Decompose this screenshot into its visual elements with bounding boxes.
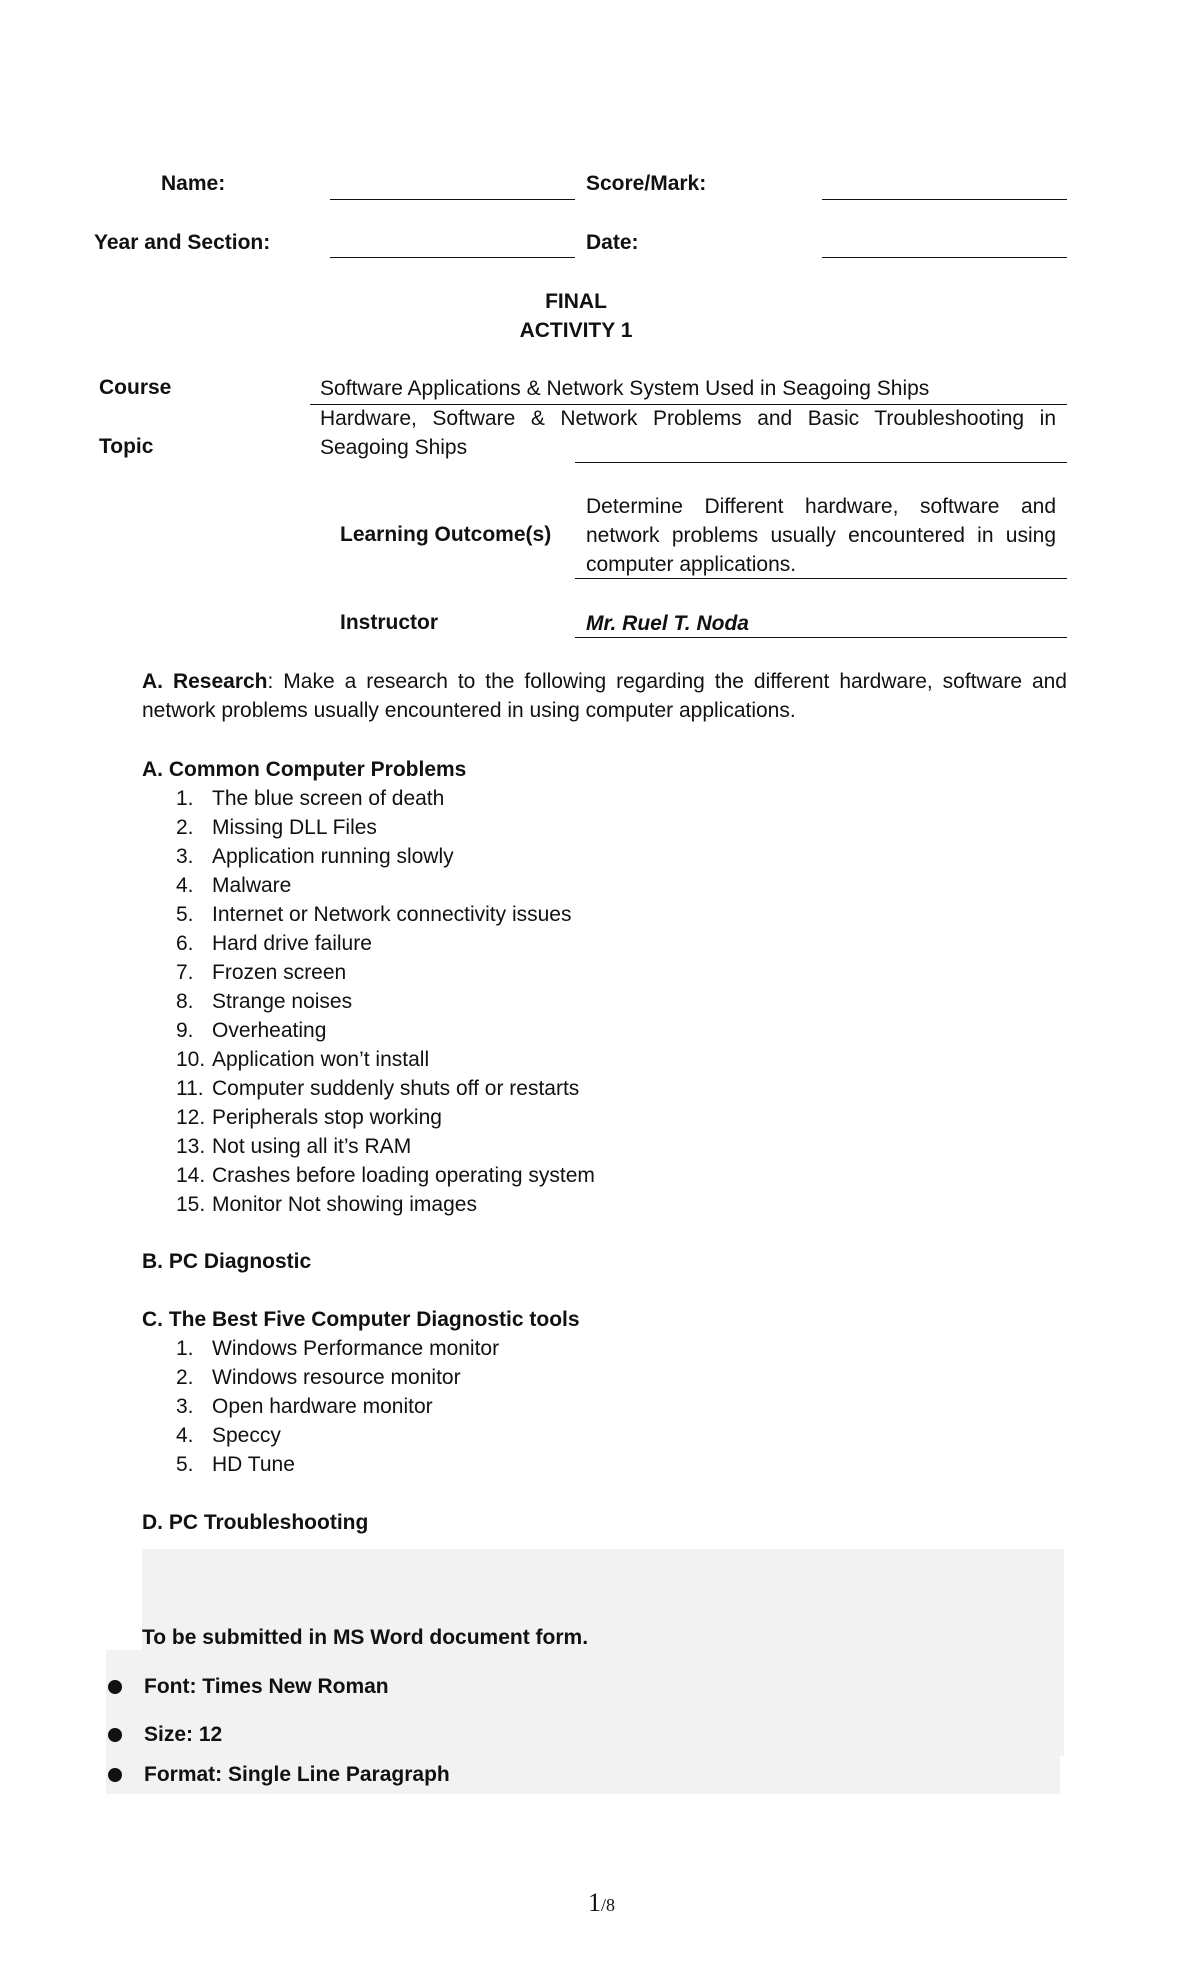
list-item: 1. Windows Performance monitor — [176, 1337, 500, 1360]
list-item: 8. Strange noises — [176, 990, 353, 1013]
course-label: Course — [99, 376, 172, 399]
list-item: 3. Application running slowly — [176, 845, 454, 868]
bullet-font: Font: Times New Roman — [106, 1672, 389, 1702]
instructor-label: Instructor — [340, 611, 439, 634]
topic-label: Topic — [99, 435, 154, 458]
bullet-icon — [108, 1680, 122, 1694]
topic-underline — [575, 462, 1067, 463]
list-item: 4. Speccy — [176, 1424, 281, 1447]
year-section-label: Year and Section: — [94, 231, 271, 254]
section-d-heading: D. PC Troubleshooting — [142, 1511, 369, 1534]
section-b-heading: B. PC Diagnostic — [142, 1250, 312, 1273]
bullet-icon — [108, 1728, 122, 1742]
research-paragraph — [142, 667, 1067, 725]
instructor-name: Mr. Ruel T. Noda — [586, 612, 749, 635]
shaded-block-middle — [106, 1650, 1064, 1756]
list-item: 1. The blue screen of death — [176, 787, 445, 810]
list-item: 15. Monitor Not showing images — [176, 1193, 477, 1216]
diagnostic-tools-list — [142, 1334, 942, 1479]
list-item: 3. Open hardware monitor — [176, 1395, 433, 1418]
date-field-line[interactable] — [822, 257, 1067, 258]
instructor-underline — [575, 637, 1067, 638]
research-prefix: A. Research — [142, 670, 268, 693]
list-item: 5. HD Tune — [176, 1453, 295, 1476]
list-item: 12. Peripherals stop working — [176, 1106, 442, 1129]
common-problems-list — [142, 784, 942, 1219]
list-item: 4. Malware — [176, 874, 292, 897]
page-current: 1 — [588, 1888, 601, 1917]
list-item: 7. Frozen screen — [176, 961, 347, 984]
name-label: Name: — [161, 172, 226, 195]
bullet-size: Size: 12 — [106, 1720, 222, 1750]
title-final: FINAL — [545, 290, 607, 313]
section-c-heading: C. The Best Five Computer Diagnostic tools — [142, 1308, 580, 1331]
course-value: Software Applications & Network System Used in Seagoing Ships — [320, 377, 930, 400]
learning-outcome-label: Learning Outcome(s) — [340, 523, 552, 546]
bullet-icon — [108, 1768, 122, 1782]
section-a-heading: A. Common Computer Problems — [142, 758, 467, 781]
research-text: : Make a research to the following regarding the different hardware, software and network problems usually encountered in using computer applications. — [142, 670, 1067, 722]
learning-outcome-underline — [575, 578, 1067, 579]
list-item: 5. Internet or Network connectivity issues — [176, 903, 572, 926]
topic-value: Hardware, Software & Network Problems and Basic Troubleshooting in Seagoing Ships — [320, 407, 1056, 459]
score-field-line[interactable] — [822, 199, 1067, 200]
score-label: Score/Mark: — [586, 172, 707, 195]
page-number — [588, 1888, 615, 1918]
list-item: 9. Overheating — [176, 1019, 327, 1042]
list-item: 2. Missing DLL Files — [176, 816, 377, 839]
title-activity: ACTIVITY 1 — [519, 319, 633, 342]
list-item: 14. Crashes before loading operating system — [176, 1164, 595, 1187]
list-item: 13. Not using all it’s RAM — [176, 1135, 412, 1158]
bullet-format: Format: Single Line Paragraph — [106, 1760, 450, 1790]
page-total: /8 — [601, 1895, 616, 1915]
learning-outcome-value: Determine Different hardware, software and network problems usually encountered in using computer applications. — [586, 495, 1056, 576]
list-item: 2. Windows resource monitor — [176, 1366, 461, 1389]
list-item: 6. Hard drive failure — [176, 932, 372, 955]
year-section-field-line[interactable] — [330, 257, 575, 258]
submission-note: To be submitted in MS Word document form. — [142, 1626, 589, 1649]
name-field-line[interactable] — [330, 199, 575, 200]
list-item: 11. Computer suddenly shuts off or restarts — [176, 1077, 580, 1100]
date-label: Date: — [586, 231, 639, 254]
list-item: 10. Application won’t install — [176, 1048, 430, 1071]
